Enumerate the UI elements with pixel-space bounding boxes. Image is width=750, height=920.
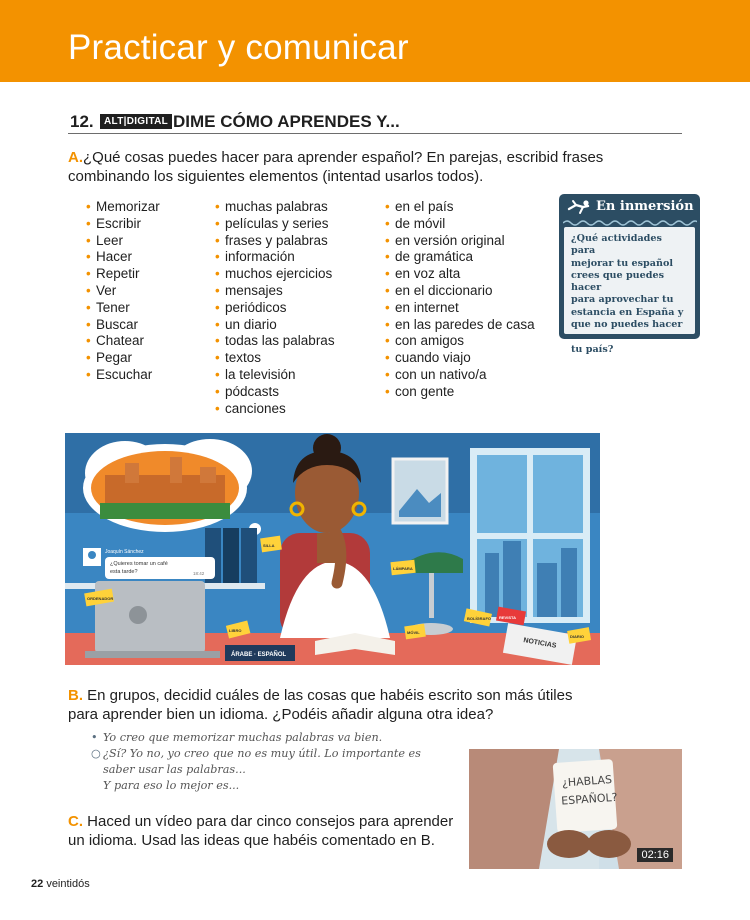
part-c-line-1: Haced un vídeo para dar cinco consejos para aprender: [87, 813, 454, 830]
objects-list: [215, 199, 335, 417]
list-item: • en las paredes de casa: [385, 317, 535, 334]
section-header: [0, 0, 750, 82]
chat-sender: Joaquín Sánchez: [105, 549, 144, 555]
list-item: • con un nativo/a: [385, 367, 535, 384]
list-item: • mensajes: [215, 283, 335, 300]
list-item: • Pegar: [86, 350, 160, 367]
note-boligrafo: BOLÍGRAFO: [467, 616, 491, 621]
list-item: • Hacer: [86, 249, 160, 266]
alt-digital-badge[interactable]: ALT|DIGITAL: [100, 114, 172, 129]
list-item: • todas las palabras: [215, 333, 335, 350]
note-movil: MÓVIL: [407, 630, 420, 635]
list-item: • con gente: [385, 384, 535, 401]
part-a-line-1: ¿Qué cosas puedes hacer para aprender español? En parejas, escribid frases: [83, 149, 604, 166]
list-item: • en internet: [385, 300, 535, 317]
list-item: • en el diccionario: [385, 283, 535, 300]
part-c-instructions: [68, 812, 453, 850]
part-b-line-2: para aprender bien un idioma. ¿Podéis añadir alguna otra idea?: [68, 706, 494, 723]
page-word: veintidós: [46, 878, 90, 890]
chat-line-2: esta tarde?: [110, 569, 138, 575]
question-line: mejorar tu español: [571, 257, 673, 269]
dialogue-text: Y para eso lo mejor es...: [103, 779, 240, 792]
dialogue-line: [103, 778, 239, 794]
list-item: • Escribir: [86, 216, 160, 233]
framed-picture: [393, 459, 447, 523]
wave-decoration: [563, 219, 697, 227]
list-item: • textos: [215, 350, 335, 367]
chat-line-1: ¿Quieres tomar un café: [110, 561, 168, 567]
note-ordenador: ORDENADOR: [87, 596, 114, 601]
section-title: Practicar y comunicar: [68, 28, 409, 67]
part-c-letter: C.: [68, 813, 83, 830]
part-b-letter: B.: [68, 687, 83, 704]
exercise-heading: [68, 111, 682, 134]
dictionary-book: [225, 645, 295, 661]
list-item: • en voz alta: [385, 266, 535, 283]
list-item: • muchos ejercicios: [215, 266, 335, 283]
question-line: estancia en España y: [571, 306, 684, 318]
exercise-number: 12.: [70, 112, 94, 131]
book-spine-label: ÁRABE · ESPAÑOL: [231, 652, 287, 658]
list-item: • en el país: [385, 199, 535, 216]
list-item: • frases y palabras: [215, 233, 335, 250]
list-item: • Buscar: [86, 317, 160, 334]
question-line: para aprovechar tu: [571, 294, 674, 306]
part-c-line-2: un idioma. Usad las ideas que habéis comentado en B.: [68, 832, 435, 849]
list-item: • Leer: [86, 233, 160, 250]
list-item: • Chatear: [86, 333, 160, 350]
dialogue-line: [91, 746, 421, 762]
dialogue-text: saber usar las palabras...: [103, 763, 246, 776]
list-item: • Tener: [86, 300, 160, 317]
list-item: • en versión original: [385, 233, 535, 250]
list-item: • canciones: [215, 401, 335, 418]
dialogue-bullet: ○: [91, 747, 101, 760]
list-item: • la televisión: [215, 367, 335, 384]
card-line-1: ¿HABLAS: [561, 773, 613, 790]
question-line: tu país?: [571, 343, 614, 355]
list-item: • con amigos: [385, 333, 535, 350]
complements-list: [385, 199, 535, 401]
list-item: • periódicos: [215, 300, 335, 317]
part-b-instructions: [68, 686, 572, 724]
dialogue-bullet: •: [91, 731, 98, 744]
list-item: • Ver: [86, 283, 160, 300]
part-b-line-1: En grupos, decidid cuáles de las cosas que habéis escrito son más útiles: [87, 687, 573, 704]
dialogue-text: ¿Sí? Yo no, yo creo que no es muy útil. Lo importante es: [103, 747, 421, 760]
newspaper-title: NOTICIAS: [522, 637, 557, 650]
list-item: • un diario: [215, 317, 335, 334]
inmersion-title: En inmersión: [596, 199, 694, 214]
verbs-list: [86, 199, 160, 384]
diver-icon: [567, 199, 591, 217]
list-item: • información: [215, 249, 335, 266]
note-lampara: LÁMPARA: [393, 566, 413, 571]
dialogue-text: Yo creo que memorizar muchas palabras va bien.: [103, 731, 383, 744]
exercise-title: DIME CÓMO APRENDES Y...: [173, 112, 400, 131]
list-item: • de móvil: [385, 216, 535, 233]
window: [470, 448, 590, 623]
note-libro: LIBRO: [229, 628, 242, 633]
study-illustration: [65, 433, 600, 665]
list-item: • Escuchar: [86, 367, 160, 384]
dialogue-line: [103, 762, 246, 778]
part-a-line-2: combinando los siguientes elementos (intentad usarlos todos).: [68, 168, 484, 185]
list-item: • pódcasts: [215, 384, 335, 401]
question-line: ¿Qué actividades para: [571, 233, 662, 257]
chat-time: 18:42: [193, 571, 205, 576]
question-line: que no puedes hacer en: [571, 319, 683, 343]
part-a-instructions: [68, 148, 603, 186]
list-item: • Memorizar: [86, 199, 160, 216]
list-item: • muchas palabras: [215, 199, 335, 216]
question-line: crees que puedes hacer: [571, 269, 664, 294]
inmersion-question-panel: [564, 227, 695, 355]
part-a-letter: A.: [68, 149, 83, 166]
inmersion-question: [571, 233, 689, 356]
note-revista: REVISTA: [499, 615, 517, 620]
video-thumbnail[interactable]: [469, 749, 682, 869]
video-duration: 02:16: [637, 848, 673, 862]
list-item: • de gramática: [385, 249, 535, 266]
note-diario: DIARIO: [570, 634, 584, 639]
list-item: • películas y series: [215, 216, 335, 233]
page-footer: [31, 878, 90, 890]
list-item: • cuando viajo: [385, 350, 535, 367]
page-number: 22: [31, 878, 44, 890]
en-inmersion-box: [559, 194, 700, 355]
list-item: • Repetir: [86, 266, 160, 283]
dialogue-line: [91, 730, 383, 746]
note-silla: SILLA: [263, 543, 275, 548]
card-line-2: ESPAÑOL?: [560, 790, 618, 808]
